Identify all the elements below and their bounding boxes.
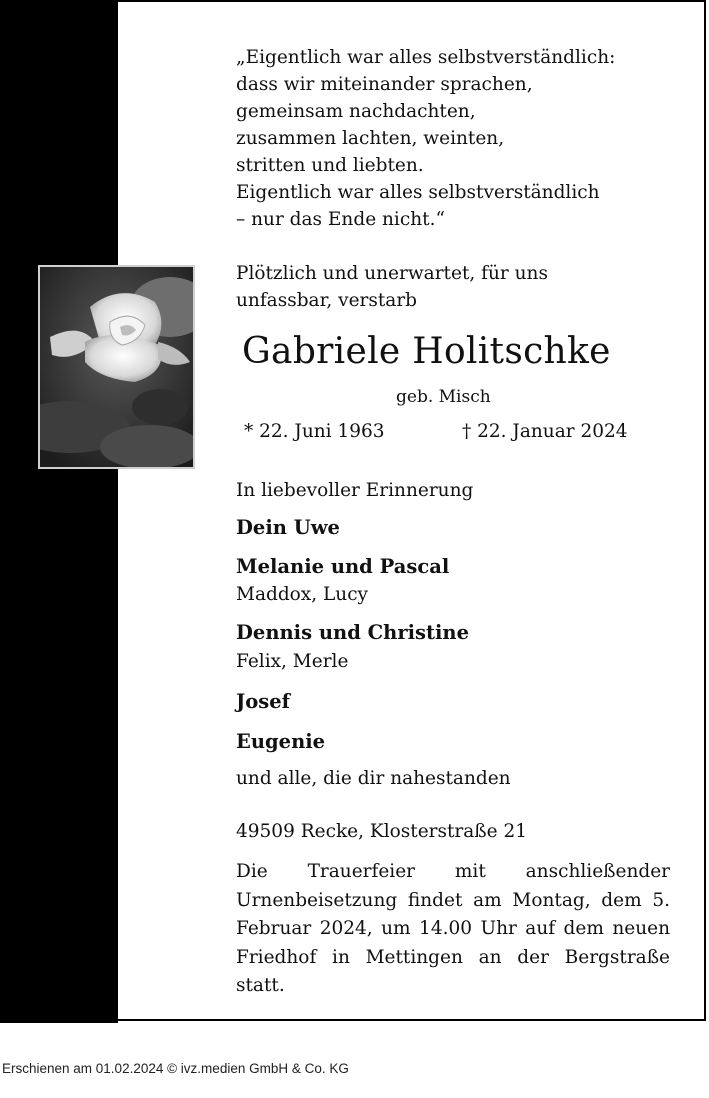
- black-side-bar: [0, 2, 118, 1023]
- survivor-name: Josef: [236, 690, 291, 713]
- survivor-name: Eugenie: [236, 730, 326, 753]
- death-announcement: Plötzlich und unerwartet, für uns unfassbar, verstarb: [236, 263, 548, 311]
- survivor-name: Dennis und Christine: [236, 621, 469, 644]
- survivor-name: Dein Uwe: [236, 516, 340, 539]
- death-date: † 22. Januar 2024: [462, 421, 628, 442]
- family-address: 49509 Recke, Klosterstraße 21: [236, 821, 528, 842]
- memorial-quote: „Eigentlich war alles selbstverständlich: dass wir miteinander sprachen, gemeinsam nachdachten, zusammen lachten, weinten, stritten und liebten. Eigentlich war alles selbstverständlich – nur das Ende nicht.“: [236, 47, 616, 230]
- birth-date: * 22. Juni 1963: [244, 421, 385, 442]
- rose-image: [40, 267, 193, 467]
- others-line: und alle, die dir nahestanden: [236, 768, 511, 789]
- deceased-name: Gabriele Holitschke: [242, 331, 611, 372]
- birth-name: geb. Misch: [396, 387, 491, 407]
- white-rose-photo: [38, 265, 195, 469]
- in-memory-line: In liebevoller Erinnerung: [236, 480, 474, 501]
- survivor-name: Melanie und Pascal: [236, 555, 450, 578]
- publication-footer: Erschienen am 01.02.2024 © ivz.medien GmbH & Co. KG: [2, 1061, 349, 1076]
- survivor-children: Maddox, Lucy: [236, 584, 369, 605]
- survivor-children: Felix, Merle: [236, 651, 349, 672]
- funeral-service-info: Die Trauerfeier mit anschließender Urnenbeisetzung findet am Montag, dem 5. Februar 2024, um 14.00 Uhr auf dem neuen Friedhof in Mettingen an der Bergstraße statt.: [236, 861, 670, 996]
